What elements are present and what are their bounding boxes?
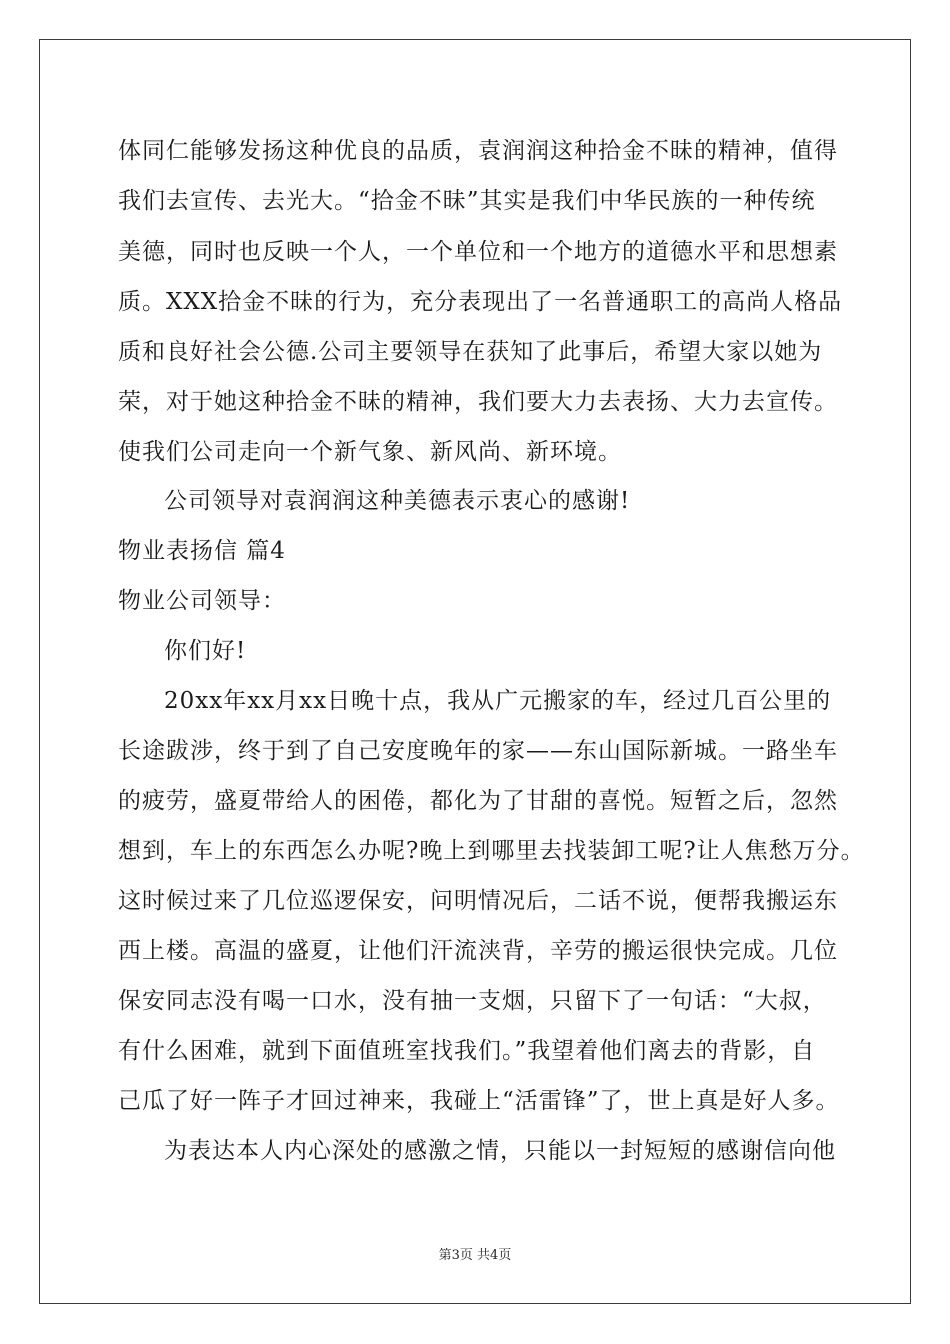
text-line: 己瓜了好一阵子才回过神来，我碰上“活雷锋”了，世上真是好人多。 bbox=[118, 1088, 840, 1114]
text-line: 质和良好社会公德.公司主要领导在获知了此事后，希望大家以她为 bbox=[118, 339, 823, 365]
text-line: 的疲劳，盛夏带给人的困倦，都化为了甘甜的喜悦。短暂之后，忽然 bbox=[118, 788, 838, 814]
text-line: 这时候过来了几位巡逻保安，问明情况后，二话不说，便帮我搬运东 bbox=[118, 888, 838, 914]
text-line: 荣，对于她这种拾金不昧的精神，我们要大力去表扬、大力去宣传。 bbox=[118, 389, 838, 415]
text-line: 体同仁能够发扬这种优良的品质，袁润润这种拾金不昧的精神，值得 bbox=[118, 138, 838, 164]
text-line: 20xx年xx月xx日晚十点，我从广元搬家的车，经过几百公里的 bbox=[164, 688, 832, 714]
section-heading: 物业表扬信 篇4 bbox=[118, 538, 286, 564]
page-number: 第3页 共4页 bbox=[438, 1248, 512, 1263]
salutation: 物业公司领导： bbox=[118, 588, 286, 614]
text-line: 长途跋涉，终于到了自己安度晚年的家——东山国际新城。一路坐车 bbox=[118, 738, 838, 764]
text-line: 西上楼。高温的盛夏，让他们汗流浃背，辛劳的搬运很快完成。几位 bbox=[118, 938, 838, 964]
text-line: 为表达本人内心深处的感激之情，只能以一封短短的感谢信向他 bbox=[164, 1138, 836, 1164]
text-line: 有什么困难，就到下面值班室找我们。”我望着他们离去的背影，自 bbox=[118, 1038, 816, 1064]
text-line: 质。XXX拾金不昧的行为，充分表现出了一名普通职工的高尚人格品 bbox=[118, 289, 843, 315]
text-line: 美德，同时也反映一个人，一个单位和一个地方的道德水平和思想素 bbox=[118, 239, 838, 265]
text-line: 保安同志没有喝一口水，没有抽一支烟，只留下了一句话：“大叔， bbox=[118, 988, 827, 1014]
text-line: 我们去宣传、去光大。“拾金不昧”其实是我们中华民族的一种传统 bbox=[118, 188, 816, 214]
text-line: 想到，车上的东西怎么办呢?晚上到哪里去找装卸工呢?让人焦愁万分。 bbox=[118, 838, 865, 864]
text-line: 使我们公司走向一个新气象、新风尚、新环境。 bbox=[118, 439, 622, 465]
greeting: 你们好! bbox=[164, 638, 247, 664]
text-line: 公司领导对袁润润这种美德表示衷心的感谢! bbox=[164, 488, 631, 514]
